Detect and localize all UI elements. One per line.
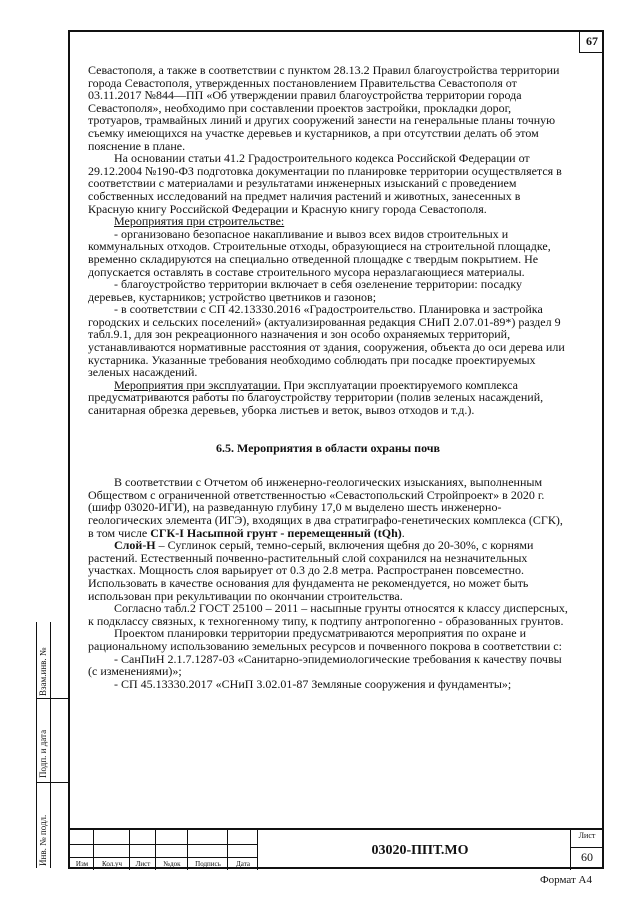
paragraph: Согласно табл.2 ГОСТ 25100 – 2011 – насыпные грунты относятся к классу дисперсных, к подклассу связных, к техногенному типу, к подтипу антропогенно - образованных грунтов. — [88, 601, 568, 628]
paragraph: На основании статьи 41.2 Градостроительного кодекса Российской Федерации от 29.12.2004 №190-ФЗ подготовка документации по планировке территории осуществляется в соответствии с материалами и результатами инженерных изысканий с проведением собственных исследований на предмет наличия растений и животных, занесенных в Красную книгу Российской Федерации и Красную книгу города Севастополя. — [88, 151, 562, 216]
section-heading: 6.5. Мероприятия в области охраны почв — [215, 440, 441, 455]
document-code: 03020-ППТ.МО — [371, 843, 469, 858]
top-page-number: 67 — [579, 30, 604, 53]
document-body — [88, 64, 568, 690]
side-stamp — [36, 622, 66, 868]
paragraph: - благоустройство территории включает в себя озеленение территории: посадку деревьев, кустарников; устройство цветников и газонов; — [88, 277, 523, 304]
paragraph: - СП 45.13330.2017 «СНиП 3.02.01-87 Земляные сооружения и фундаменты»; — [114, 676, 512, 691]
replacement-inventory-label: Взам.инв. № — [38, 647, 48, 696]
paragraph: - в соответствии с СП 42.13330.2016 «Градостроительство. Планировка и застройка городских и сельских поселений» (актуализированная редакция СНиП 2.07.01-89*) раздел 9 табл.9.1, для зон рекреационного назначения и зон особо охраняемых территорий, устанавливаются нормативные расстояния от здания, сооружения, объекта до оси дерева или кустарника. Указанные требования необходимо соблюдать при посадке проектируемых зеленых насаждений. — [88, 302, 565, 380]
original-inventory-label: Инв. № подл. — [38, 814, 48, 866]
count-caption: Кол.уч — [102, 860, 122, 868]
paragraph: - СанПиН 2.1.7.1287-03 «Санитарно-эпидемиологические требования к качеству почвы (с изменениями)»; — [88, 651, 562, 679]
paragraph: В соответствии с Отчетом об инженерно-геологических изысканиях, выполненным Обществом с ограниченной ответственностью «Севастопольский Стройпроект» в 2020 г. (шифр 03020-ИГИ), на разведанную глубину 17,0 м выделено шесть инженерно-геологических элемента (ИГЭ), входящих в два стратиграфо-генетических комплекса (СГК), в том числе СГК-I Насыпной грунт - перемещенный (tQh). — [88, 475, 563, 540]
sheet-label: Лист — [578, 831, 596, 840]
title-block — [70, 828, 602, 870]
change-caption: Изм — [75, 860, 89, 868]
signature-date-label: Подп. и дата — [38, 729, 48, 778]
sheet-caption: Лист — [135, 860, 151, 868]
sheet-box — [570, 830, 603, 870]
paragraph: Севастополя, а также в соответствии с пунктом 28.13.2 Правил благоустройства территории города Севастополя, утвержденных постановлением Правительства Севастополя от 03.11.2017 №844—ПП «Об утверждении правил благоустройства территории города Севастополя», необходимо при составлении проектов застройки, прокладки дорог, тротуаров, трамвайных линий и других сооружений занести на генеральные планы точную съемку имеющихся на участке деревьев и кустарников, а при отсутствии делать об этом пояснение в плане. — [88, 63, 560, 153]
section-subtitle: Мероприятия при эксплуатации. — [114, 377, 281, 392]
paragraph: Слой-Н – Суглинок серый, темно-серый, включения щебня до 20-30%, с корнями растений. Естественный почвенно-растительный слой сохранился на незначительных участках. Мощность слоя варьирует от 0.3 до 2.8 метра. Распространен повсеместно. Использовать в качестве основания для фундамента не рекомендуется, но может быть использован при рекультивации по окончании строительства. — [88, 538, 534, 603]
section-subtitle: Мероприятия при строительстве: — [114, 214, 285, 229]
paragraph: Проектом планировки территории предусматриваются мероприятия по охране и рациональному использованию земельных ресурсов и почвенного покрова в соответствии с: — [88, 626, 562, 653]
paper-format: Формат А4 — [539, 874, 592, 886]
doc-number-caption: №док — [163, 860, 181, 868]
paragraph: - организовано безопасное накапливание и вывоз всех видов строительных и коммунальных отходов. Строительные отходы, образующиеся на строительной площадке, временно складируются на специально отведенной площадке с твердым покрытием. Не допускается оставлять в составе строительного мусора неразлагающиеся материалы. — [88, 226, 551, 279]
date-caption: Дата — [236, 860, 250, 868]
signature-caption: Подпись — [195, 860, 221, 868]
paragraph: Мероприятия при эксплуатации. При эксплуатации проектируемого комплекса предусматриваются работы по благоустройству территории (полив зеленых насаждений, санитарная обрезка деревьев, уборка листьев и веток, вывоз отходов и т.д.). — [88, 377, 544, 418]
sheet-number: 60 — [571, 847, 603, 865]
